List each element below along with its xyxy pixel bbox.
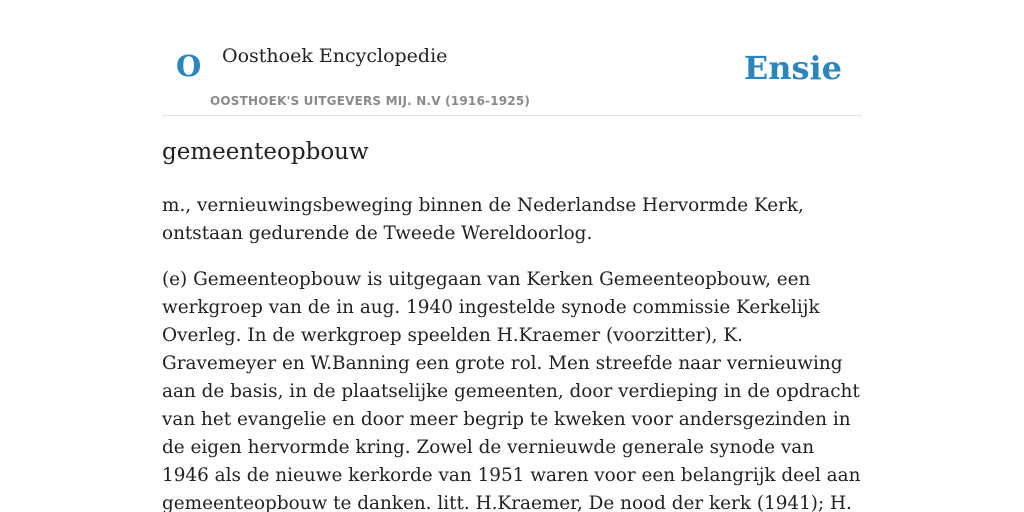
source-subtitle: OOSTHOEK'S UITGEVERS MIJ. N.V (1916-1925) [210,94,531,108]
entry-paragraph: (e) Gemeenteopbouw is uitgegaan van Kerken Gemeenteopbouw, een werkgroep van de in aug. 1940 ingestelde synode commissie Kerkelijk Overleg. In de werkgroep speelden H.Kraemer (voorzitter), K. Gravemeyer en W.Banning een grote rol. Men streefde naar vernieuwing aan de basis, in de plaatselijke gemeenten, door verdieping in de opdracht van het evangelie en door meer begrip te kweken voor andersgezinden in de eigen hervormde kring. Zowel de vernieuwde generale synode van 1946 als de nieuwe kerkorde van 1951 waren voor een belangrijk deel aan gemeenteopbouw te danken. litt. H.Kraemer, De nood der kerk (1941); H. [162,269,861,512]
entry-body [162,192,862,512]
page [162,0,862,512]
entry-title: gemeenteopbouw [162,139,369,165]
entry-paragraph: m., vernieuwingsbeweging binnen de Nederlandse Hervormde Kerk, ontstaan gedurende de Tweede Wereldoorlog. [162,195,804,244]
source-logo[interactable]: O [176,49,202,83]
source-header [162,0,862,116]
source-title[interactable]: Oosthoek Encyclopedie [222,45,448,67]
brand-logo[interactable]: Ensie [743,49,842,87]
